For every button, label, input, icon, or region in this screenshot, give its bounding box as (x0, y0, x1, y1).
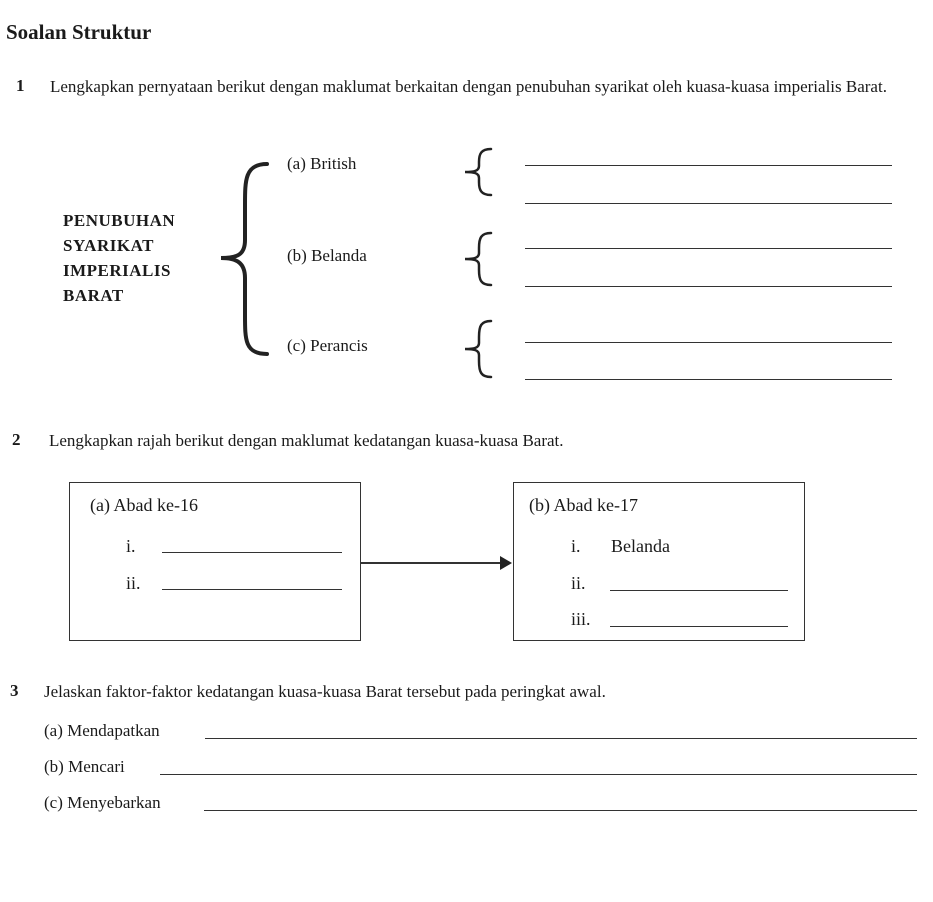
box-abad-17 (513, 482, 805, 641)
answer-line[interactable] (525, 286, 892, 287)
box-b-row-label: i. (571, 536, 581, 556)
question-2-number: 2 (12, 430, 21, 449)
question-3-number: 3 (10, 681, 19, 700)
box-abad-16 (69, 482, 361, 641)
answer-line[interactable] (525, 342, 892, 343)
q3-item-b: (b) Mencari (44, 757, 125, 776)
answer-line[interactable] (162, 552, 342, 553)
q3-item-a: (a) Mendapatkan (44, 721, 160, 740)
small-brace-icon (457, 318, 497, 380)
answer-line[interactable] (205, 738, 917, 739)
box-b-filled-answer: Belanda (611, 536, 670, 556)
box-b-row-label: ii. (571, 573, 586, 593)
q1-heading-line: SYARIKAT (63, 236, 154, 255)
box-a-row-label: ii. (126, 573, 141, 593)
arrow-line (361, 562, 504, 564)
small-brace-icon (457, 230, 497, 288)
answer-line[interactable] (160, 774, 917, 775)
q1-heading (63, 208, 175, 308)
answer-line[interactable] (204, 810, 917, 811)
answer-line[interactable] (525, 203, 892, 204)
arrow-head-icon (500, 556, 514, 570)
q1-heading-line: PENUBUHAN (63, 211, 176, 230)
answer-line[interactable] (162, 589, 342, 590)
box-a-row-label: i. (126, 536, 136, 556)
q1-item-b: (b) Belanda (287, 246, 367, 265)
answer-line[interactable] (610, 626, 788, 627)
box-a-header: (a) Abad ke-16 (90, 495, 198, 515)
answer-line[interactable] (525, 165, 892, 166)
answer-line[interactable] (525, 248, 892, 249)
box-b-header: (b) Abad ke-17 (529, 495, 638, 515)
section-title: Soalan Struktur (6, 20, 152, 44)
small-brace-icon (457, 146, 497, 198)
question-2-text: Lengkapkan rajah berikut dengan maklumat kedatangan kuasa-kuasa Barat. (49, 431, 564, 450)
answer-line[interactable] (525, 379, 892, 380)
answer-line[interactable] (610, 590, 788, 591)
question-1-number: 1 (16, 76, 25, 95)
question-1-text: Lengkapkan pernyataan berikut dengan maklumat berkaitan dengan penubuhan syarikat oleh kuasa-kuasa imperialis Barat. (50, 77, 887, 96)
q1-item-c: (c) Perancis (287, 336, 368, 355)
q3-item-c: (c) Menyebarkan (44, 793, 161, 812)
question-3-text: Jelaskan faktor-faktor kedatangan kuasa-kuasa Barat tersebut pada peringkat awal. (44, 682, 606, 701)
box-b-row-label: iii. (571, 609, 591, 629)
q1-heading-line: BARAT (63, 286, 124, 305)
q1-item-a: (a) British (287, 154, 357, 173)
q1-heading-line: IMPERIALIS (63, 261, 171, 280)
big-brace-icon (215, 160, 275, 360)
